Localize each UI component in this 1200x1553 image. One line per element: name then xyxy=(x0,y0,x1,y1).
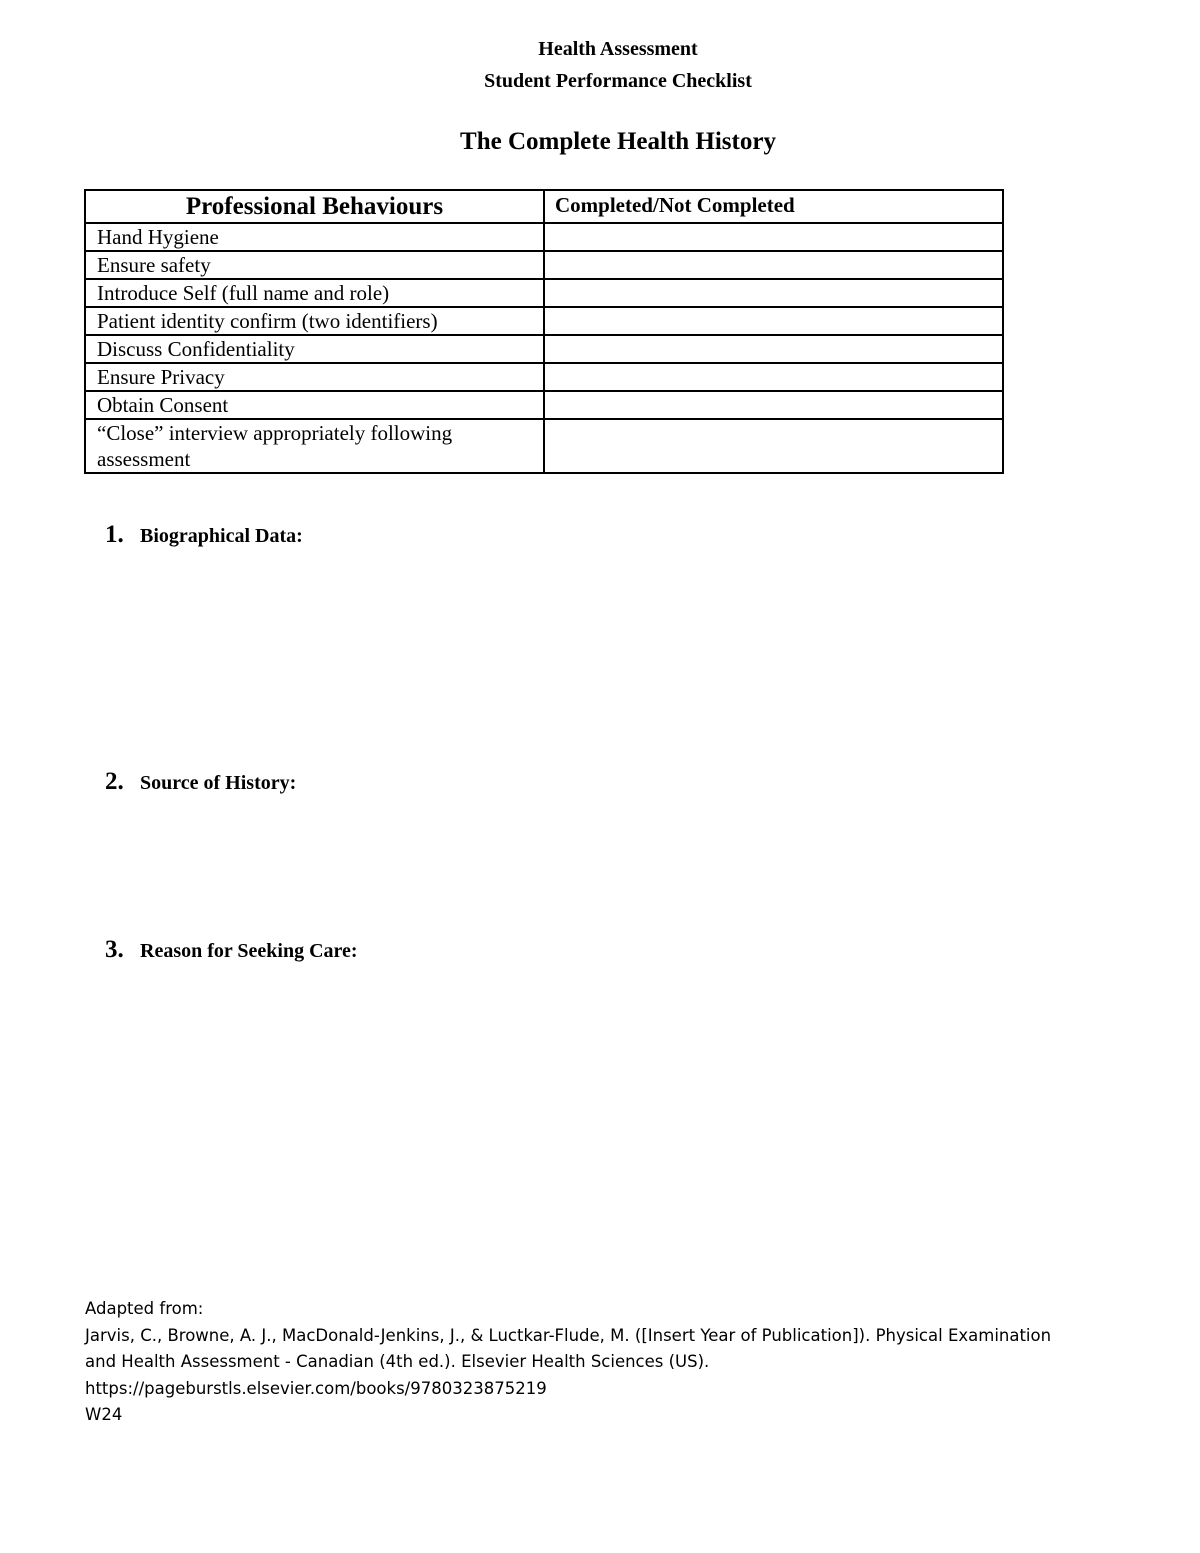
table-row xyxy=(85,279,1003,307)
section-source-of-history xyxy=(105,768,296,797)
status-cell[interactable] xyxy=(544,223,1003,251)
section-number: 3. xyxy=(105,936,124,963)
citation-intro: Adapted from: xyxy=(85,1299,204,1318)
section-biographical-data xyxy=(105,521,303,550)
status-cell[interactable] xyxy=(544,335,1003,363)
document-subject: Health Assessment xyxy=(538,38,698,60)
table-header-row xyxy=(85,190,1003,223)
citation-reference-line-1: Jarvis, C., Browne, A. J., MacDonald-Jenkins, J., & Luctkar-Flude, M. ([Insert Year of Publication]). Physical Examination xyxy=(85,1325,1052,1345)
table-row xyxy=(85,251,1003,279)
behaviour-cell: Ensure Privacy xyxy=(85,363,544,391)
column-header-behaviours: Professional Behaviours xyxy=(85,190,544,223)
status-cell[interactable] xyxy=(544,279,1003,307)
behaviour-cell: Patient identity confirm (two identifiers) xyxy=(85,307,544,335)
section-number: 1. xyxy=(105,521,124,548)
document-title: The Complete Health History xyxy=(460,128,776,155)
section-label: Biographical Data: xyxy=(140,525,303,547)
behaviour-cell: Hand Hygiene xyxy=(85,223,544,251)
column-header-status: Completed/Not Completed xyxy=(544,190,1003,223)
section-number: 2. xyxy=(105,768,124,795)
table-row xyxy=(85,223,1003,251)
table-row xyxy=(85,363,1003,391)
section-reason-for-seeking-care xyxy=(105,936,358,965)
status-cell[interactable] xyxy=(544,391,1003,419)
status-cell[interactable] xyxy=(544,251,1003,279)
table-row xyxy=(85,335,1003,363)
citation-block xyxy=(85,1296,1145,1429)
behaviour-cell: “Close” interview appropriately following assessment xyxy=(85,419,544,473)
behaviour-cell: Introduce Self (full name and role) xyxy=(85,279,544,307)
document-subtitle: Student Performance Checklist xyxy=(484,70,752,92)
table-row xyxy=(85,419,1003,473)
section-label: Reason for Seeking Care: xyxy=(140,940,358,962)
table-row xyxy=(85,391,1003,419)
citation-url: https://pageburstls.elsevier.com/books/9780323875219 xyxy=(85,1378,547,1398)
status-cell[interactable] xyxy=(544,363,1003,391)
behaviour-cell: Discuss Confidentiality xyxy=(85,335,544,363)
term-code: W24 xyxy=(85,1405,123,1424)
professional-behaviours-table xyxy=(84,189,1004,474)
status-cell[interactable] xyxy=(544,307,1003,335)
behaviour-cell: Ensure safety xyxy=(85,251,544,279)
section-label: Source of History: xyxy=(140,772,297,794)
behaviour-cell: Obtain Consent xyxy=(85,391,544,419)
citation-reference-line-2: and Health Assessment - Canadian (4th ed.). Elsevier Health Sciences (US). xyxy=(85,1352,710,1371)
table-row xyxy=(85,307,1003,335)
status-cell[interactable] xyxy=(544,419,1003,473)
